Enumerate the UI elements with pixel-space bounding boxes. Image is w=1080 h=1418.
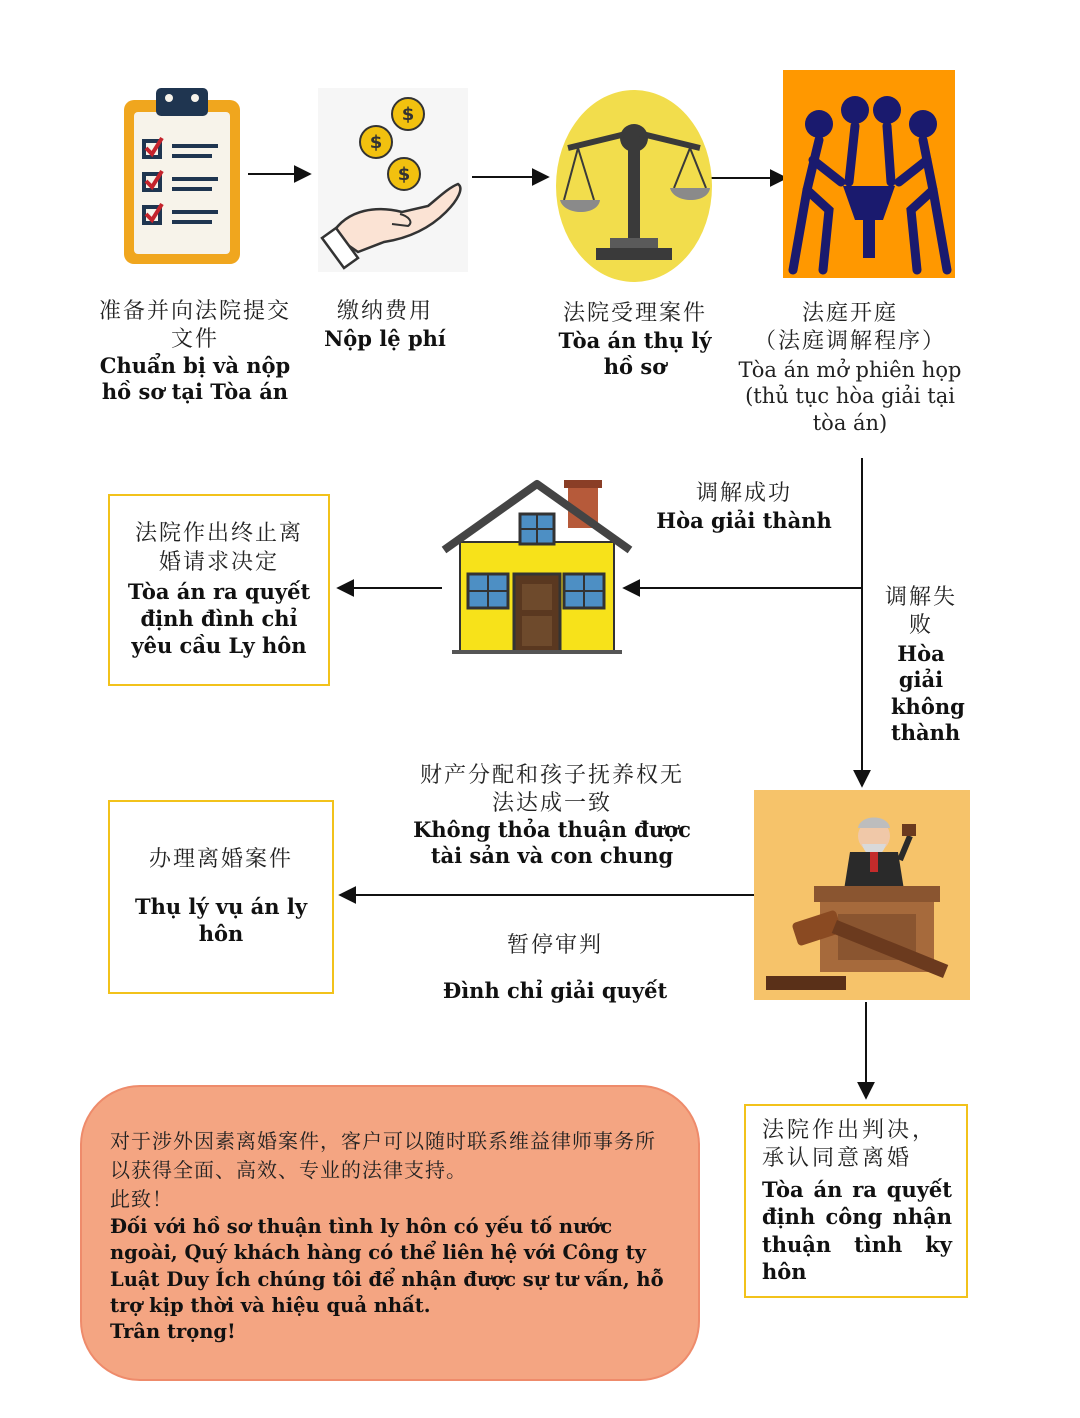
note-vi-1: Đối với hồ sơ thuận tình ly hôn có yếu tố nước ngoài, Quý khách hàng có thể liên hệ với Công ty Luật Duy Ích chúng tôi để nhận được sự tư vấn, hỗ trợ kịp thời và hiệu quả nhất.	[110, 1215, 664, 1317]
meeting-people-icon	[783, 70, 955, 278]
note-cn-1: 对于涉外因素离婚案件，客户可以随时联系维益律师事务所以获得全面、高效、专业的法律支持。	[110, 1129, 656, 1182]
step-fee-cn: 缴纳费用	[336, 299, 433, 324]
branch-success-label	[656, 480, 832, 534]
hand-coins-icon	[318, 88, 468, 272]
outcome-judgment-cn: 法院作出判决，承认同意离婚	[762, 1117, 938, 1172]
branch-no-agreement-label	[410, 762, 694, 870]
outcome-terminate-box	[108, 494, 330, 686]
branch-success-cn: 调解成功	[695, 481, 792, 506]
branch-suspend-label	[420, 932, 690, 1004]
note-cn-2: 此致！	[110, 1187, 173, 1211]
step-fee-vi: Nộp lệ phí	[324, 325, 446, 351]
branch-fail-vi: Hòa giải không thành	[891, 641, 965, 745]
outcome-judgment-box	[744, 1104, 968, 1298]
branch-no-agreement-vi: Không thỏa thuận được tài sản và con chung	[413, 817, 691, 869]
outcome-handle-cn: 办理离婚案件	[148, 847, 293, 873]
outcome-terminate-vi: Tòa án ra quyết định đình chỉ yêu cầu Ly hôn	[127, 578, 311, 659]
outcome-terminate-cn: 法院作出终止离婚请求决定	[134, 521, 303, 576]
svg-text:$: $	[401, 104, 415, 125]
step-hearing-cn-2: （法庭调解程序）	[753, 328, 946, 354]
step-prepare-label	[92, 298, 298, 406]
step-hearing-vi: Tòa án mở phiên họp (thủ tục hòa giải tại tòa án)	[738, 358, 962, 435]
judge-gavel-icon	[754, 790, 970, 1000]
branch-suspend-vi: Đình chỉ giải quyết	[442, 977, 668, 1003]
svg-text:$: $	[369, 132, 383, 153]
step-accept-cn: 法院受理案件	[562, 301, 707, 326]
scales-of-justice-icon	[554, 88, 714, 284]
step-prepare-vi: Chuẩn bị và nộp hồ sơ tại Tòa án	[99, 353, 291, 405]
branch-no-agreement-cn: 财产分配和孩子抚养权无法达成一致	[419, 763, 684, 816]
branch-suspend-cn: 暂停审判	[506, 933, 603, 958]
branch-fail-cn: 调解失败	[884, 585, 957, 638]
step-accept-vi: Tòa án thụ lý hồ sơ	[558, 327, 712, 379]
branch-fail-label	[880, 584, 965, 746]
note-vi-2: Trân trọng!	[110, 1320, 236, 1344]
outcome-judgment-vi: Tòa án ra quyết định công nhận thuận tình ky hôn	[762, 1177, 952, 1284]
step-prepare-cn: 准备并向法院提交文件	[98, 299, 291, 352]
outcome-handle-vi: Thụ lý vụ án ly hôn	[134, 894, 308, 947]
svg-text:$: $	[397, 164, 411, 185]
contact-note	[80, 1085, 700, 1381]
step-accept-label	[552, 300, 718, 380]
outcome-handle-box	[108, 800, 334, 994]
step-fee-label	[310, 298, 460, 352]
step-hearing-label	[738, 300, 962, 436]
checklist-clipboard-icon	[122, 86, 242, 266]
branch-success-vi: Hòa giải thành	[656, 507, 832, 533]
house-icon	[440, 478, 634, 654]
step-hearing-cn-1: 法庭开庭	[801, 301, 898, 326]
